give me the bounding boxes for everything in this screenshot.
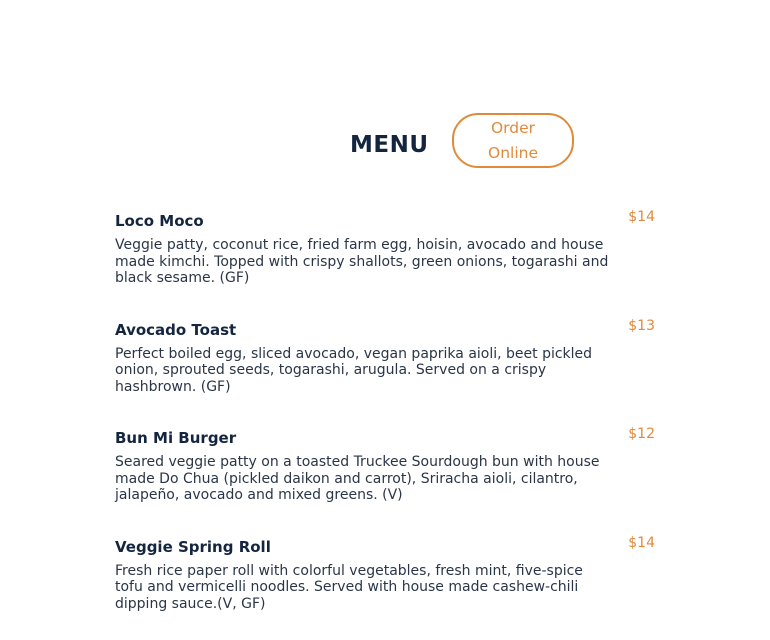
menu-item-name: Bun Mi Burger	[115, 429, 236, 447]
menu-item	[115, 423, 660, 532]
menu-item-description: Veggie patty, coconut rice, fried farm egg, hoisin, avocado and house made kimchi. Topped with crispy shallots, green onions, togarashi and black sesame. (GF)	[115, 237, 610, 287]
menu-header	[0, 113, 770, 167]
menu-item-price: $13	[628, 317, 655, 335]
menu-item	[115, 315, 660, 424]
menu-item-price: $14	[628, 208, 655, 226]
menu-item	[115, 206, 660, 315]
order-online-button[interactable]	[452, 113, 574, 168]
menu-item-description: Seared veggie patty on a toasted Truckee Sourdough bun with house made Do Chua (pickled daikon and carrot), Sriracha aioli, cilantro, jalapeño, avocado and mixed greens. (V)	[115, 454, 610, 504]
menu-item-name: Avocado Toast	[115, 321, 236, 339]
menu-item-description: Perfect boiled egg, sliced avocado, vegan paprika aioli, beet pickled onion, sprouted seeds, togarashi, arugula. Served on a crispy hashbrown. (GF)	[115, 346, 610, 396]
menu-item-name: Loco Moco	[115, 212, 204, 230]
page-title: MENU	[350, 131, 429, 159]
menu-item-name: Veggie Spring Roll	[115, 538, 271, 556]
menu-item-price: $14	[628, 534, 655, 552]
menu-list	[115, 206, 660, 640]
menu-item	[115, 532, 660, 640]
order-online-label: Order Online	[478, 116, 548, 166]
menu-item-price: $12	[628, 425, 655, 443]
menu-item-description: Fresh rice paper roll with colorful vegetables, fresh mint, five-spice tofu and vermicelli noodles. Served with house made cashew-chili dipping sauce.(V, GF)	[115, 563, 610, 613]
